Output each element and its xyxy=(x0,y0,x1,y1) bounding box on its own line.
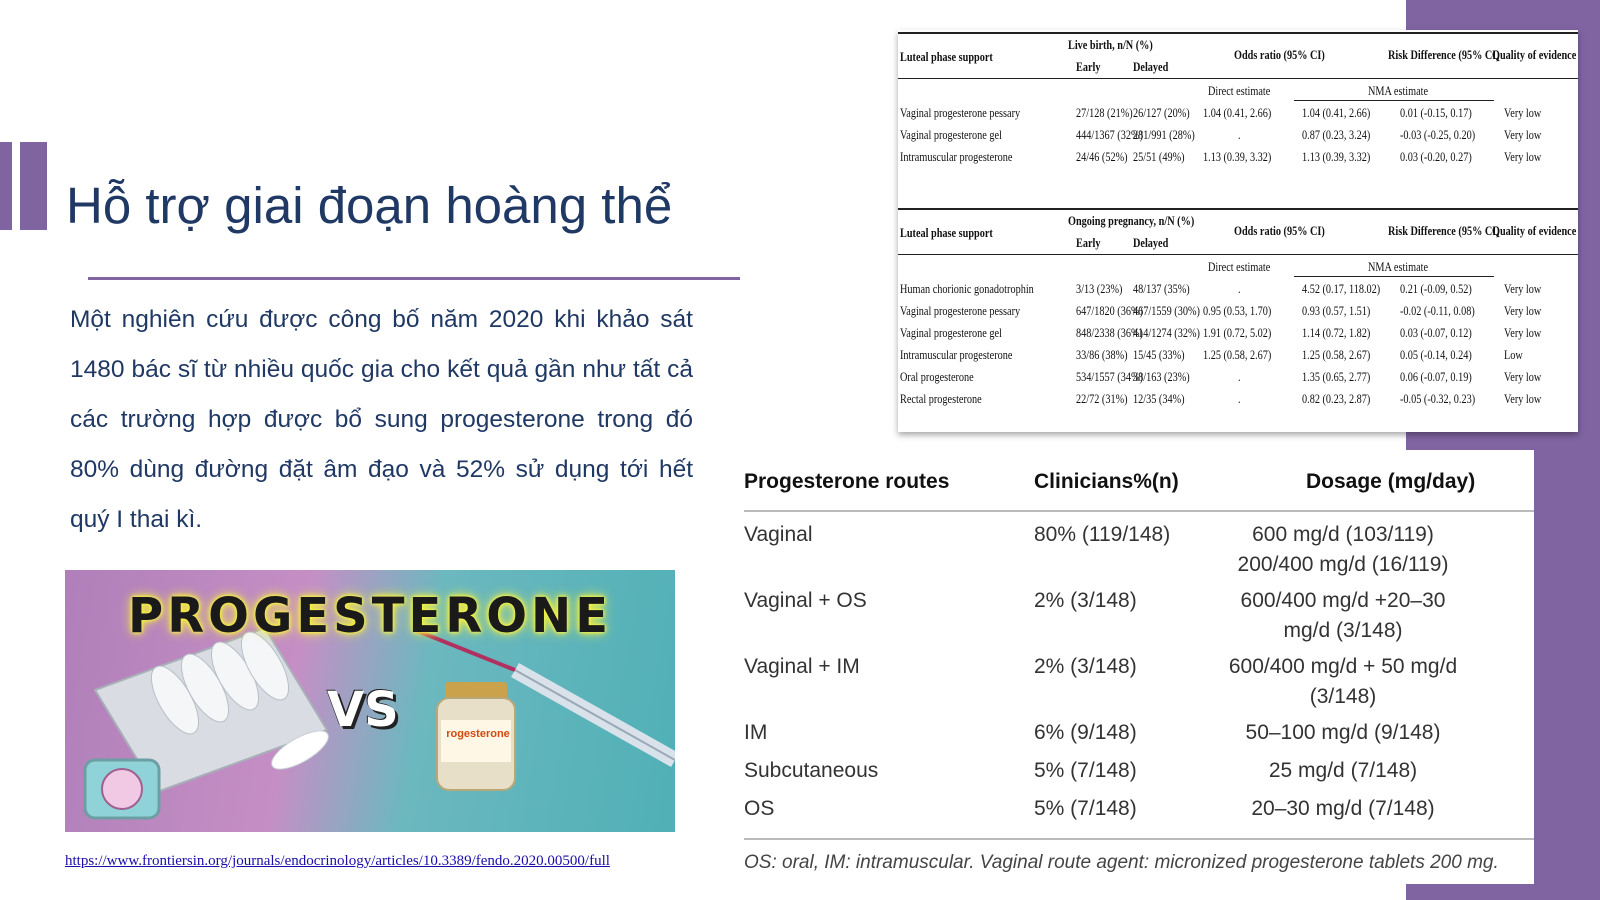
col-header-clinicians: Clinicians%(n) xyxy=(1034,470,1179,493)
paper-table-ongoing-pregnancy xyxy=(898,208,1578,418)
cell-quality: Very low xyxy=(1504,128,1542,142)
dosage-cell xyxy=(1178,586,1508,646)
cell-quality: Very low xyxy=(1504,150,1542,164)
cell-nma-estimate: 0.82 (0.23, 2.87) xyxy=(1302,392,1371,406)
cell-quality: Very low xyxy=(1504,282,1542,296)
col-header-quality: Quality of evidence xyxy=(1492,224,1577,238)
cell-quality: Very low xyxy=(1504,326,1542,340)
table-top-rule xyxy=(898,208,1578,210)
table-row xyxy=(898,128,1578,148)
col-header-risk-difference: Risk Difference (95% CI) xyxy=(1388,48,1500,62)
pregnancy-badge-icon xyxy=(85,760,159,818)
cell-delayed: 38/163 (23%) xyxy=(1133,370,1190,384)
table-row xyxy=(898,326,1578,346)
source-link[interactable]: https://www.frontiersin.org/journals/endocrinology/articles/10.3389/fendo.2020.00500/full xyxy=(65,853,610,869)
route-name: IM xyxy=(744,721,768,744)
cell-risk-difference: 0.03 (-0.20, 0.27) xyxy=(1400,150,1472,164)
cell-direct-estimate: . xyxy=(1238,370,1241,384)
clinicians-share: 2% (3/148) xyxy=(1034,589,1137,612)
table-row xyxy=(898,370,1578,390)
table-row xyxy=(898,348,1578,368)
col-header-delayed: Delayed xyxy=(1133,236,1169,250)
col-header-support: Luteal phase support xyxy=(900,50,993,64)
row-support-name: Vaginal progesterone gel xyxy=(900,128,1002,142)
cell-early: 534/1557 (34%) xyxy=(1076,370,1143,384)
cell-direct-estimate: 1.91 (0.72, 5.02) xyxy=(1203,326,1272,340)
row-support-name: Rectal progesterone xyxy=(900,392,982,406)
cell-delayed: 281/991 (28%) xyxy=(1133,128,1195,142)
dosage-line: 50–100 mg/d (9/148) xyxy=(1245,721,1441,744)
cell-risk-difference: 0.21 (-0.09, 0.52) xyxy=(1400,282,1472,296)
cell-nma-estimate: 0.93 (0.57, 1.51) xyxy=(1302,304,1371,318)
dosage-cell xyxy=(1178,756,1508,786)
cell-nma-estimate: 1.25 (0.58, 2.67) xyxy=(1302,348,1371,362)
cell-risk-difference: 0.01 (-0.15, 0.17) xyxy=(1400,106,1472,120)
cell-nma-estimate: 1.35 (0.65, 2.77) xyxy=(1302,370,1371,384)
cell-direct-estimate: 1.13 (0.39, 3.32) xyxy=(1203,150,1272,164)
cell-delayed: 467/1559 (30%) xyxy=(1133,304,1200,318)
progesterone-promo-image xyxy=(65,570,675,832)
cell-nma-estimate: 1.13 (0.39, 3.32) xyxy=(1302,150,1371,164)
table-row xyxy=(744,652,1534,712)
cell-early: 848/2338 (36%) xyxy=(1076,326,1143,340)
cell-risk-difference: -0.02 (-0.11, 0.08) xyxy=(1400,304,1475,318)
cell-risk-difference: 0.03 (-0.07, 0.12) xyxy=(1400,326,1472,340)
slide-title: Hỗ trợ giai đoạn hoàng thể xyxy=(66,177,673,234)
table-row xyxy=(744,520,1534,580)
clinicians-share: 5% (7/148) xyxy=(1034,759,1137,782)
cell-direct-estimate: 0.95 (0.53, 1.70) xyxy=(1203,304,1272,318)
promo-heading: PROGESTERONE xyxy=(128,588,612,644)
col-header-early: Early xyxy=(1076,236,1101,250)
dosage-cell xyxy=(1178,652,1508,712)
accent-bar xyxy=(0,142,12,230)
header-rule xyxy=(898,254,1578,255)
paper-results-table xyxy=(898,30,1578,432)
cell-risk-difference: -0.03 (-0.25, 0.20) xyxy=(1400,128,1476,142)
table-top-rule xyxy=(898,32,1578,34)
dosage-cell xyxy=(1178,520,1508,580)
cell-early: 647/1820 (36%) xyxy=(1076,304,1143,318)
header-rule xyxy=(744,510,1534,512)
subheader-direct: Direct estimate xyxy=(1208,84,1271,98)
body-paragraph: Một nghiên cứu được công bố năm 2020 khi khảo sát 1480 bác sĩ từ nhiều quốc gia cho kết quả gần như tất cả các trường hợp được bổ sung progesterone trong đó 80% dùng đường đặt âm đạo và 52% sử dụng tới hết quý I thai kì. xyxy=(70,306,693,533)
clinicians-share: 5% (7/148) xyxy=(1034,797,1137,820)
row-support-name: Vaginal progesterone pessary xyxy=(900,304,1021,318)
cell-quality: Very low xyxy=(1504,304,1542,318)
route-name: OS xyxy=(744,797,775,820)
route-name: Vaginal + OS xyxy=(744,589,867,612)
col-header-quality: Quality of evidence xyxy=(1492,48,1577,62)
cell-quality: Very low xyxy=(1504,106,1542,120)
subheader-direct: Direct estimate xyxy=(1208,260,1271,274)
col-header-risk-difference: Risk Difference (95% CI) xyxy=(1388,224,1500,238)
cell-nma-estimate: 1.04 (0.41, 2.66) xyxy=(1302,106,1371,120)
route-name: Vaginal + IM xyxy=(744,655,860,678)
dosage-line: mg/d (3/148) xyxy=(1283,619,1403,642)
dosage-line: 20–30 mg/d (7/148) xyxy=(1251,797,1435,820)
dosage-line: 200/400 mg/d (16/119) xyxy=(1237,553,1449,576)
footer-rule xyxy=(744,838,1534,840)
row-support-name: Intramuscular progesterone xyxy=(900,150,1013,164)
dosage-line: (3/148) xyxy=(1309,685,1377,708)
cell-early: 24/46 (52%) xyxy=(1076,150,1128,164)
nma-rule xyxy=(1294,276,1494,277)
table-row xyxy=(898,282,1578,302)
cell-nma-estimate: 0.87 (0.23, 3.24) xyxy=(1302,128,1371,142)
header-rule xyxy=(898,78,1578,79)
dosage-line: 600 mg/d (103/119) xyxy=(1252,523,1434,546)
title-divider xyxy=(88,277,740,280)
nma-rule xyxy=(1294,100,1494,101)
clinicians-share: 80% (119/148) xyxy=(1034,523,1171,546)
cell-early: 444/1367 (32%) xyxy=(1076,128,1143,142)
cell-direct-estimate: . xyxy=(1238,282,1241,296)
cell-early: 3/13 (23%) xyxy=(1076,282,1123,296)
promo-vs-label: VS xyxy=(327,682,399,738)
col-header-odds-ratio: Odds ratio (95% CI) xyxy=(1234,224,1325,238)
cell-delayed: 26/127 (20%) xyxy=(1133,106,1190,120)
col-header-early: Early xyxy=(1076,60,1101,74)
dosage-line: 600/400 mg/d + 50 mg/d xyxy=(1228,655,1458,678)
table-row xyxy=(744,586,1534,646)
row-support-name: Oral progesterone xyxy=(900,370,974,384)
subheader-nma: NMA estimate xyxy=(1368,260,1429,274)
cell-delayed: 12/35 (34%) xyxy=(1133,392,1185,406)
col-header-odds-ratio: Odds ratio (95% CI) xyxy=(1234,48,1325,62)
dosage-line: 25 mg/d (7/148) xyxy=(1268,759,1418,782)
col-header-delayed: Delayed xyxy=(1133,60,1169,74)
accent-bar xyxy=(20,142,47,230)
cell-quality: Low xyxy=(1504,348,1523,362)
row-support-name: Vaginal progesterone gel xyxy=(900,326,1002,340)
route-name: Vaginal xyxy=(744,523,813,546)
table-row xyxy=(898,304,1578,324)
cell-early: 22/72 (31%) xyxy=(1076,392,1128,406)
dosage-cell xyxy=(1178,718,1508,748)
dosage-cell xyxy=(1178,794,1508,824)
col-header-routes: Progesterone routes xyxy=(744,470,950,493)
cell-delayed: 25/51 (49%) xyxy=(1133,150,1185,164)
cell-direct-estimate: 1.25 (0.58, 2.67) xyxy=(1203,348,1272,362)
col-header-support: Luteal phase support xyxy=(900,226,993,240)
subheader-nma: NMA estimate xyxy=(1368,84,1429,98)
table-row xyxy=(898,106,1578,126)
col-header-outcome: Live birth, n/N (%) xyxy=(1068,38,1153,52)
cell-direct-estimate: . xyxy=(1238,128,1241,142)
cell-risk-difference: 0.06 (-0.07, 0.19) xyxy=(1400,370,1472,384)
row-support-name: Vaginal progesterone pessary xyxy=(900,106,1021,120)
cell-delayed: 414/1274 (32%) xyxy=(1133,326,1200,340)
dosage-line: 600/400 mg/d +20–30 xyxy=(1240,589,1446,612)
route-name: Subcutaneous xyxy=(744,759,879,782)
col-header-dosage: Dosage (mg/day) xyxy=(1306,470,1476,493)
col-header-outcome: Ongoing pregnancy, n/N (%) xyxy=(1068,214,1195,228)
table-row xyxy=(898,150,1578,170)
row-support-name: Human chorionic gonadotrophin xyxy=(900,282,1034,296)
cell-direct-estimate: . xyxy=(1238,392,1241,406)
clinicians-share: 6% (9/148) xyxy=(1034,721,1137,744)
cell-risk-difference: -0.05 (-0.32, 0.23) xyxy=(1400,392,1476,406)
clinician-routes-table xyxy=(744,450,1534,884)
cell-nma-estimate: 4.52 (0.17, 118.02) xyxy=(1302,282,1381,296)
table-footnote: OS: oral, IM: intramuscular. Vaginal route agent: micronized progesterone tablets 200 mg. xyxy=(744,852,1499,873)
cell-delayed: 48/137 (35%) xyxy=(1133,282,1190,296)
cell-direct-estimate: 1.04 (0.41, 2.66) xyxy=(1203,106,1272,120)
row-support-name: Intramuscular progesterone xyxy=(900,348,1013,362)
table-row xyxy=(744,794,1534,854)
cell-early: 27/128 (21%) xyxy=(1076,106,1133,120)
cell-early: 33/86 (38%) xyxy=(1076,348,1128,362)
cell-nma-estimate: 1.14 (0.72, 1.82) xyxy=(1302,326,1371,340)
cell-risk-difference: 0.05 (-0.14, 0.24) xyxy=(1400,348,1472,362)
table-row xyxy=(898,392,1578,412)
clinicians-share: 2% (3/148) xyxy=(1034,655,1137,678)
cell-delayed: 15/45 (33%) xyxy=(1133,348,1185,362)
vial-label: rogesterone xyxy=(446,728,510,740)
cell-quality: Very low xyxy=(1504,370,1542,384)
cell-quality: Very low xyxy=(1504,392,1542,406)
